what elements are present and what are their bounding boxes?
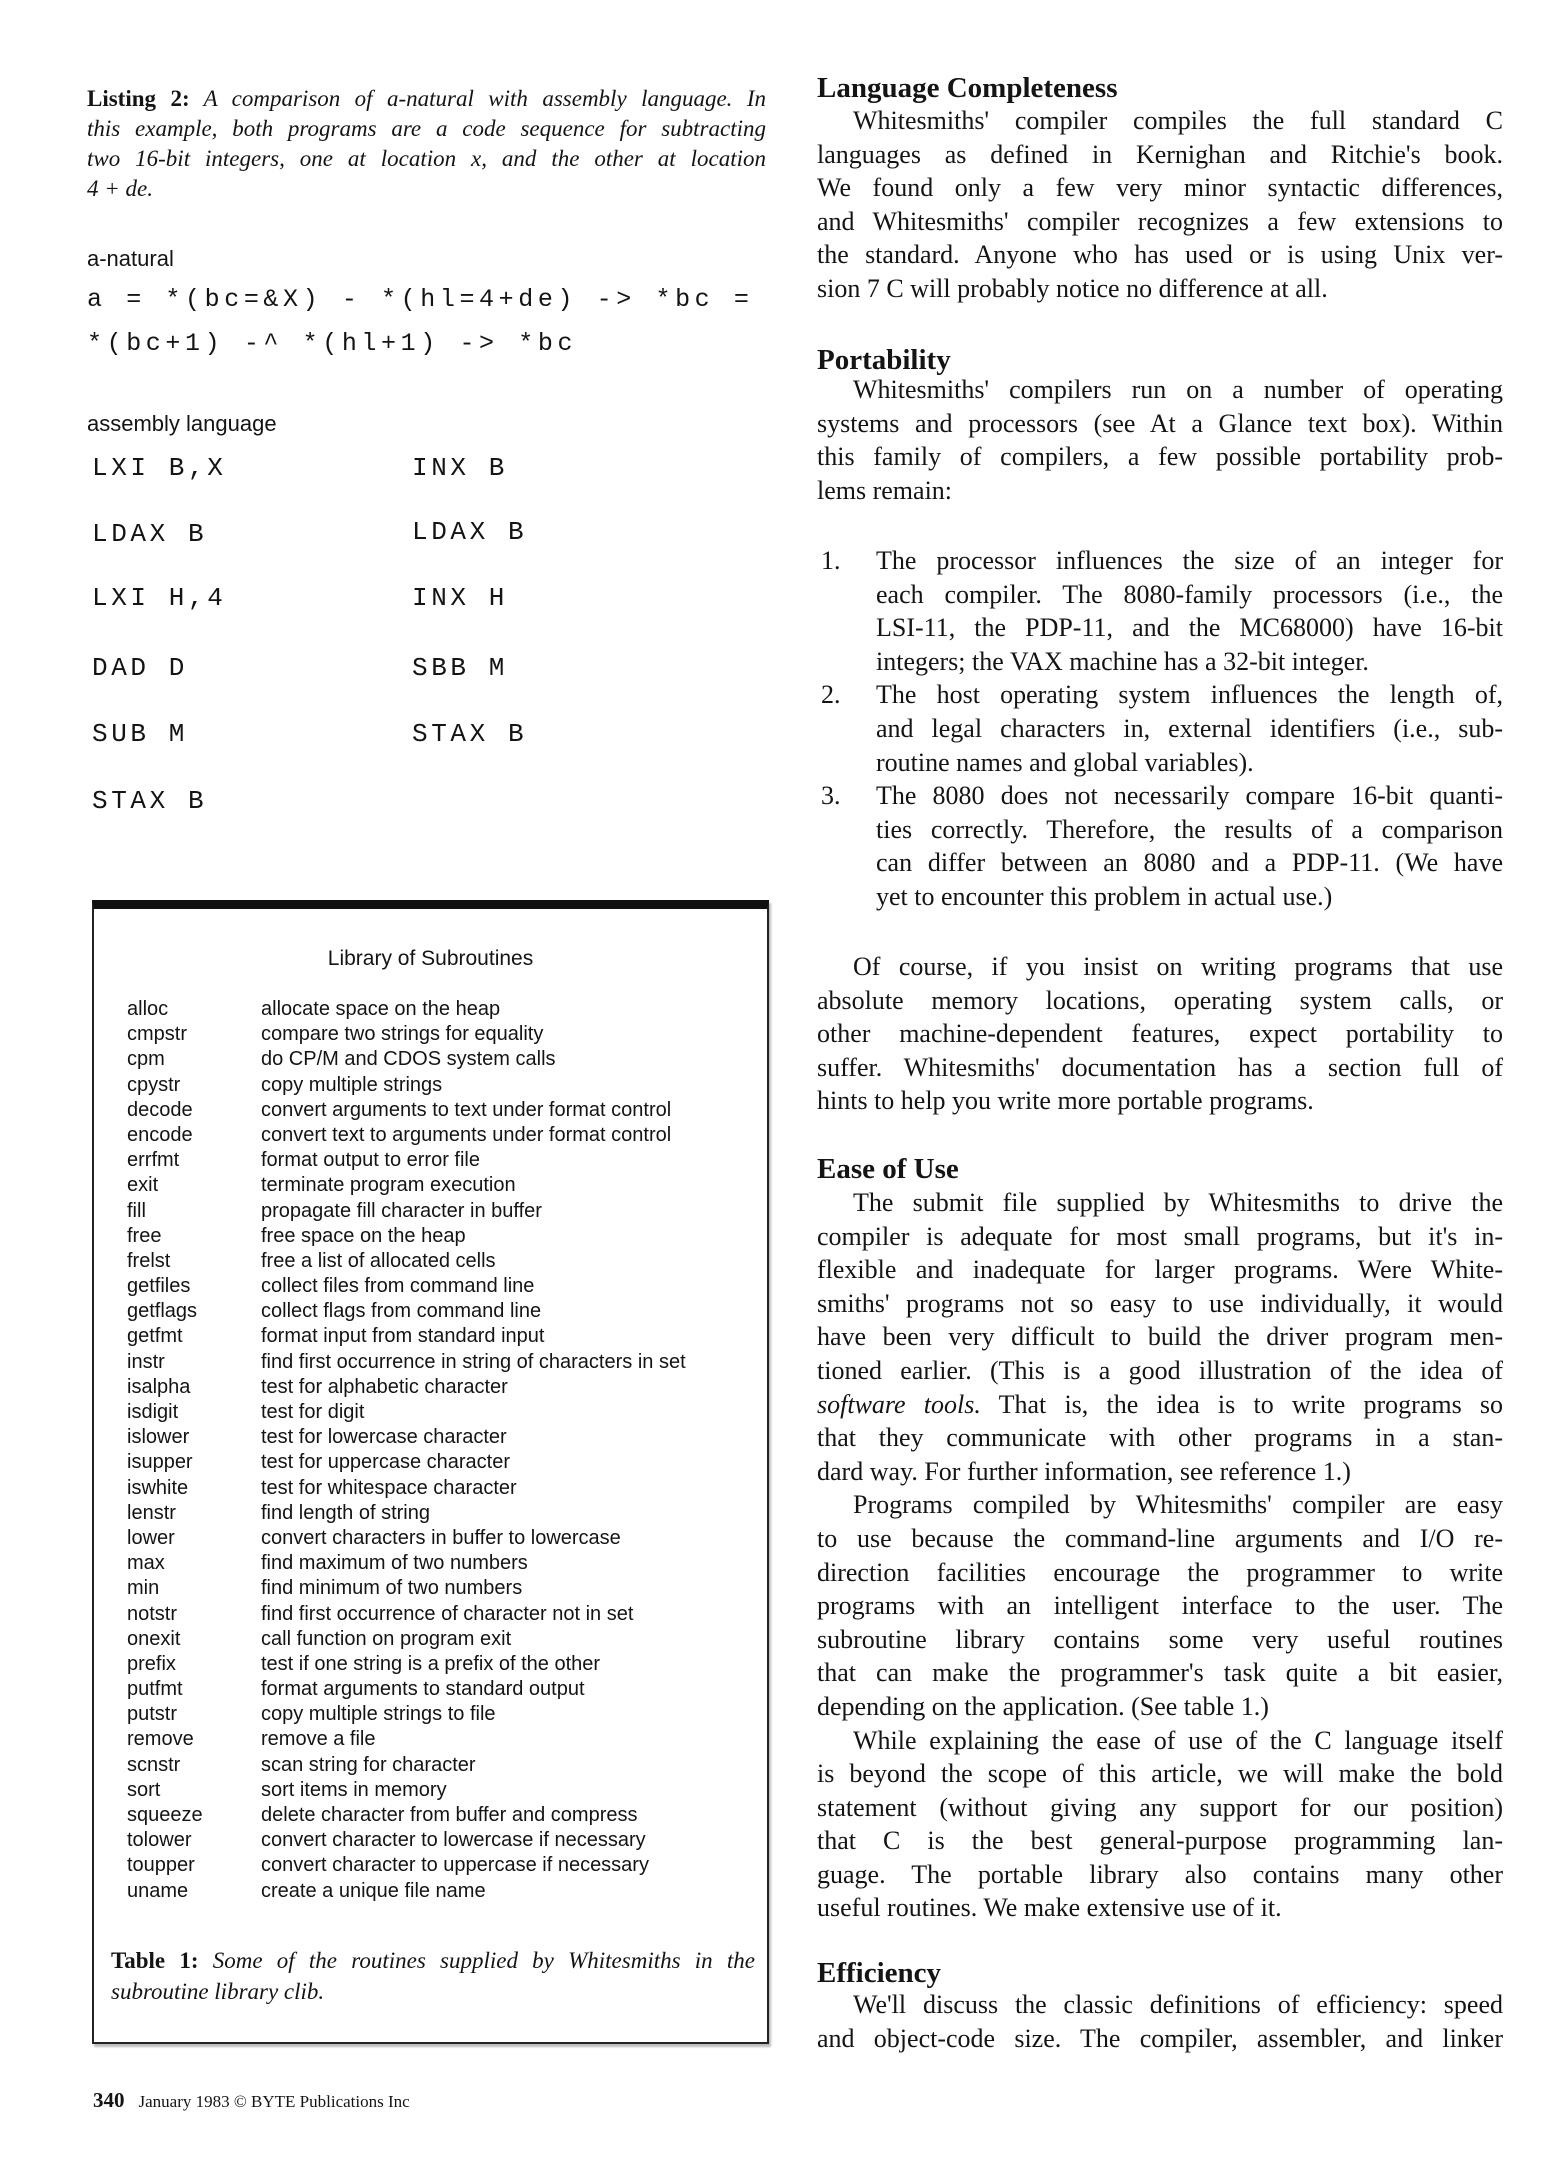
asm-line: LXI B,X [92, 453, 227, 483]
table-row [127, 1602, 686, 1627]
list-item-text [876, 779, 1503, 913]
routine-name: instr [127, 1350, 165, 1373]
text-line [87, 84, 766, 114]
table-row [127, 1047, 686, 1072]
text-line [817, 1388, 1503, 1422]
routine-name: isalpha [127, 1375, 191, 1398]
listing-caption [87, 84, 766, 204]
routine-description: copy multiple strings [261, 1073, 443, 1096]
routine-name: islower [127, 1426, 190, 1449]
table-row [127, 1173, 686, 1198]
table-row [127, 1274, 686, 1299]
asm-line: STAX B [92, 786, 208, 816]
routine-name: prefix [127, 1652, 176, 1675]
routine-name: uname [127, 1879, 189, 1902]
text-line: and object-code size. The compiler, assembler, and linker [817, 2023, 1503, 2053]
text-line: flexible and inadequate for larger programs. Were White- [817, 1255, 1503, 1285]
table-row [127, 1753, 686, 1778]
routine-name: squeeze [127, 1804, 203, 1826]
routine-name: isdigit [127, 1401, 179, 1423]
routine-description: test for lowercase character [261, 1426, 507, 1449]
text-line: and legal characters in, external identifiers (i.e., sub- [876, 713, 1503, 743]
bold-label: Table 1: [111, 1948, 199, 1973]
routine-description: free a list of allocated cells [261, 1249, 496, 1272]
routine-description: format arguments to standard output [261, 1678, 585, 1701]
text-line: lems remain: [817, 475, 953, 505]
routine-name: getfmt [127, 1325, 183, 1348]
routine-description: convert arguments to text under format control [261, 1098, 672, 1121]
routine-name: cmpstr [127, 1023, 187, 1046]
section-body-ease [817, 1186, 1503, 1925]
table-row [127, 1450, 686, 1475]
text-segment: subroutine library clib. [111, 1979, 325, 2004]
routine-description: sort items in memory [261, 1778, 447, 1801]
asm-line: INX H [412, 583, 509, 613]
routine-description: free space on the heap [261, 1224, 466, 1247]
table-row [127, 1022, 686, 1047]
subroutine-table [92, 900, 769, 2044]
text-line: sion 7 C will probably notice no difference at all. [817, 273, 1328, 303]
list-number: 1. [821, 546, 841, 575]
routine-name: cpm [127, 1048, 165, 1071]
table-rows [127, 997, 686, 1904]
routine-description: format output to error file [261, 1149, 480, 1172]
text-line: While explaining the ease of use of the C language itself [853, 1725, 1503, 1755]
routine-name: iswhite [127, 1476, 189, 1499]
routine-description: test if one string is a prefix of the other [261, 1652, 601, 1675]
anatural-label: a-natural [87, 246, 174, 271]
text-line: The 8080 does not necessarily compare 16-bit quanti- [876, 781, 1503, 811]
section-body-efficiency [817, 1988, 1503, 2055]
routine-name: toupper [127, 1854, 195, 1877]
routine-description: call function on program exit [261, 1627, 512, 1650]
text-segment: software tools. [817, 1389, 981, 1419]
table-row [127, 1400, 686, 1425]
text-line: guage. The portable library also contains many other [817, 1859, 1503, 1889]
text-line: Whitesmiths' compiler compiles the full standard C [853, 106, 1503, 135]
text-line: the standard. Anyone who has used or is using Unix ver- [817, 240, 1503, 270]
asm-line: INX B [412, 453, 509, 483]
table-row [127, 1224, 686, 1249]
text-line: The submit file supplied by Whitesmiths to drive the [853, 1188, 1503, 1217]
table-row [127, 1727, 686, 1752]
routine-name: min [127, 1577, 160, 1600]
text-segment: this example, both programs are a code sequence for subtracting [87, 116, 766, 141]
table-row [127, 997, 686, 1022]
table-row [127, 1853, 686, 1878]
text-line: Of course, if you insist on writing programs that use [853, 952, 1503, 981]
page-number: 340 [93, 2088, 125, 2112]
routine-name: alloc [127, 998, 169, 1020]
routine-name: sort [127, 1778, 161, 1801]
anatural-code-line: *(bc+1) -^ *(hl+1) -> *bc [87, 329, 578, 358]
routine-name: isupper [127, 1451, 193, 1474]
text-line: that can make the programmer's task quite a bit easier, [817, 1658, 1503, 1688]
asm-line: LXI H,4 [92, 583, 227, 613]
routine-description: collect files from command line [261, 1275, 535, 1298]
routine-name: decode [127, 1098, 193, 1121]
bold-label: Listing 2: [87, 86, 190, 111]
table-row [127, 1123, 686, 1148]
asm-line: LDAX B [412, 517, 528, 547]
routine-name: remove [127, 1728, 194, 1751]
table-row [127, 1324, 686, 1349]
text-line: tioned earlier. (This is a good illustration of the idea of [817, 1355, 1503, 1385]
text-line: can differ between an 8080 and a PDP-11. (We have [876, 848, 1503, 878]
table-row [127, 1803, 686, 1828]
routine-name: frelst [127, 1249, 171, 1272]
text-line: The host operating system influences the length of, [876, 680, 1503, 710]
text-line: each compiler. The 8080-family processors (i.e., the [876, 579, 1503, 609]
list-item-text [876, 678, 1503, 779]
routine-description: find minimum of two numbers [261, 1577, 523, 1600]
portability-list [821, 544, 1503, 914]
routine-name: lenstr [127, 1501, 176, 1524]
text-line: and Whitesmiths' compiler recognizes a few extensions to [817, 206, 1503, 236]
routine-description: compare two strings for equality [261, 1023, 544, 1046]
text-line: absolute memory locations, operating system calls, or [817, 985, 1503, 1015]
text-segment: A comparison of a-natural with assembly language. In [189, 86, 766, 111]
assembly-label: assembly language [87, 411, 277, 436]
text-line: subroutine library contains some very useful routines [817, 1624, 1503, 1654]
table-row [127, 1627, 686, 1652]
routine-description: test for whitespace character [261, 1476, 517, 1499]
page-footer [93, 2088, 410, 2113]
text-line: ties correctly. Therefore, the results of a comparison [876, 814, 1503, 844]
routine-name: getfiles [127, 1275, 191, 1298]
list-number: 2. [821, 680, 841, 710]
text-line: this family of compilers, a few possible portability prob- [817, 442, 1503, 472]
text-segment: Some of the routines supplied by Whitesmiths in the [198, 1948, 756, 1973]
footer-text: January 1983 © BYTE Publications Inc [138, 2092, 410, 2111]
text-line: compiler is adequate for most small programs, but it's in- [817, 1221, 1503, 1251]
routine-name: putstr [127, 1703, 178, 1726]
text-segment: That is, the idea is to write programs so [980, 1389, 1504, 1419]
table-row [127, 1501, 686, 1526]
routine-description: find length of string [261, 1501, 430, 1524]
text-line: have been very difficult to build the driver program men- [817, 1322, 1503, 1352]
text-line: that C is the best general-purpose programming lan- [817, 1826, 1503, 1856]
routine-name: free [127, 1224, 162, 1247]
table-row [127, 1249, 686, 1274]
list-item [821, 544, 1503, 678]
text-line [87, 144, 766, 174]
routine-description: convert text to arguments under format control [261, 1123, 672, 1146]
text-line: We found only a few very minor syntactic differences, [817, 173, 1503, 203]
table-row [127, 1073, 686, 1098]
anatural-code-line: a = *(bc=&X) - *(hl=4+de) -> *bc = [87, 285, 754, 314]
routine-description: find maximum of two numbers [261, 1552, 528, 1575]
table-row [127, 1879, 686, 1904]
text-line: useful routines. We make extensive use of it. [817, 1893, 1282, 1923]
asm-line: SUB M [92, 719, 189, 749]
text-line: hints to help you write more portable programs. [817, 1086, 1314, 1116]
text-line: integers; the VAX machine has a 32-bit integer. [876, 646, 1369, 676]
text-line: other machine-dependent features, expect portability to [817, 1019, 1503, 1049]
text-line [87, 174, 766, 204]
text-line [111, 1945, 755, 1976]
routine-description: delete character from buffer and compress [261, 1804, 638, 1826]
text-line: smiths' programs not so easy to use individually, it would [817, 1288, 1503, 1318]
routine-description: convert characters in buffer to lowercase [261, 1526, 621, 1549]
routine-description: find first occurrence of character not in set [261, 1602, 634, 1625]
text-line: suffer. Whitesmiths' documentation has a section full of [817, 1052, 1503, 1082]
routine-description: remove a file [261, 1728, 376, 1751]
section-body-portability [817, 373, 1503, 507]
section-body-language [817, 104, 1503, 306]
routine-description: propagate fill character in buffer [261, 1199, 542, 1222]
table-row [127, 1778, 686, 1803]
text-segment: two 16-bit integers, one at location x, and the other at location [87, 146, 766, 171]
asm-line: LDAX B [92, 519, 208, 549]
text-line: LSI-11, the PDP-11, and the MC68000) have 16-bit [876, 613, 1503, 643]
list-item [821, 678, 1503, 779]
asm-line: STAX B [412, 719, 528, 749]
text-line: that they communicate with other programs in a stan- [817, 1423, 1503, 1453]
text-line: direction facilities encourage the programmer to write [817, 1557, 1503, 1587]
table-row [127, 1551, 686, 1576]
text-line: routine names and global variables). [876, 747, 1254, 777]
routine-name: lower [127, 1526, 175, 1549]
routine-description: terminate program execution [261, 1174, 516, 1197]
table-row [127, 1350, 686, 1375]
routine-name: scnstr [127, 1753, 181, 1776]
table-row [127, 1828, 686, 1853]
section-heading: Language Completeness [817, 72, 1118, 104]
text-line: dard way. For further information, see reference 1.) [817, 1456, 1351, 1486]
routine-description: test for alphabetic character [261, 1375, 508, 1398]
table-row [127, 1677, 686, 1702]
routine-name: errfmt [127, 1149, 180, 1172]
text-line: We'll discuss the classic definitions of efficiency: speed [853, 1990, 1503, 2019]
text-line: statement (without giving any support for our position) [817, 1792, 1503, 1822]
section-heading: Ease of Use [817, 1153, 959, 1185]
text-line: is beyond the scope of this article, we will make the bold [817, 1759, 1503, 1789]
text-line: systems and processors (see At a Glance text box). Within [817, 408, 1503, 438]
routine-name: fill [127, 1199, 146, 1222]
table-row [127, 1652, 686, 1677]
section-heading: Efficiency [817, 1957, 942, 1989]
table-row [127, 1702, 686, 1727]
routine-name: cpystr [127, 1073, 181, 1096]
routine-description: do CP/M and CDOS system calls [261, 1048, 556, 1071]
routine-description: create a unique file name [261, 1879, 486, 1902]
routine-description: allocate space on the heap [261, 998, 501, 1020]
table-row [127, 1148, 686, 1173]
routine-name: encode [127, 1123, 193, 1146]
section-heading: Portability [817, 344, 951, 376]
routine-name: max [127, 1552, 165, 1575]
text-line: depending on the application. (See table 1.) [817, 1691, 1269, 1721]
table-row [127, 1576, 686, 1601]
routine-description: collect flags from command line [261, 1300, 542, 1323]
table-row [127, 1476, 686, 1501]
text-line: yet to encounter this problem in actual use.) [876, 881, 1333, 911]
routine-description: convert character to uppercase if necessary [261, 1854, 649, 1877]
table-row [127, 1425, 686, 1450]
text-line [87, 114, 766, 144]
text-line: languages as defined in Kernighan and Ritchie's book. [817, 139, 1503, 169]
routine-description: format input from standard input [261, 1325, 545, 1348]
routine-name: exit [127, 1174, 159, 1197]
list-number: 3. [821, 781, 841, 811]
list-item [821, 779, 1503, 913]
routine-description: scan string for character [261, 1753, 476, 1776]
routine-name: tolower [127, 1829, 192, 1852]
asm-line: SBB M [412, 653, 509, 683]
list-item-text [876, 544, 1503, 678]
text-line: Whitesmiths' compilers run on a number of operating [853, 375, 1503, 404]
asm-line: DAD D [92, 653, 189, 683]
text-segment: 4 + de. [87, 176, 153, 201]
routine-description: convert character to lowercase if necessary [261, 1829, 646, 1852]
routine-name: notstr [127, 1602, 178, 1625]
text-line: Programs compiled by Whitesmiths' compiler are easy [853, 1490, 1503, 1520]
table-row [127, 1098, 686, 1123]
table-row [127, 1199, 686, 1224]
routine-description: test for uppercase character [261, 1451, 511, 1474]
routine-description: test for digit [261, 1401, 365, 1423]
table-caption [111, 1945, 755, 2007]
table-row [127, 1526, 686, 1551]
routine-description: copy multiple strings to file [261, 1703, 496, 1726]
routine-name: putfmt [127, 1678, 183, 1701]
table-title: Library of Subroutines [327, 947, 534, 970]
portability-closing [817, 950, 1503, 1118]
routine-name: getflags [127, 1300, 198, 1323]
table-row [127, 1375, 686, 1400]
routine-name: onexit [127, 1627, 181, 1650]
text-line: to use because the command-line arguments and I/O re- [817, 1523, 1503, 1553]
table-row [127, 1299, 686, 1324]
text-line: The processor influences the size of an integer for [876, 546, 1503, 575]
text-line: programs with an intelligent interface to the user. The [817, 1591, 1503, 1621]
routine-description: find first occurrence in string of characters in set [261, 1350, 686, 1373]
text-line [111, 1976, 755, 2007]
